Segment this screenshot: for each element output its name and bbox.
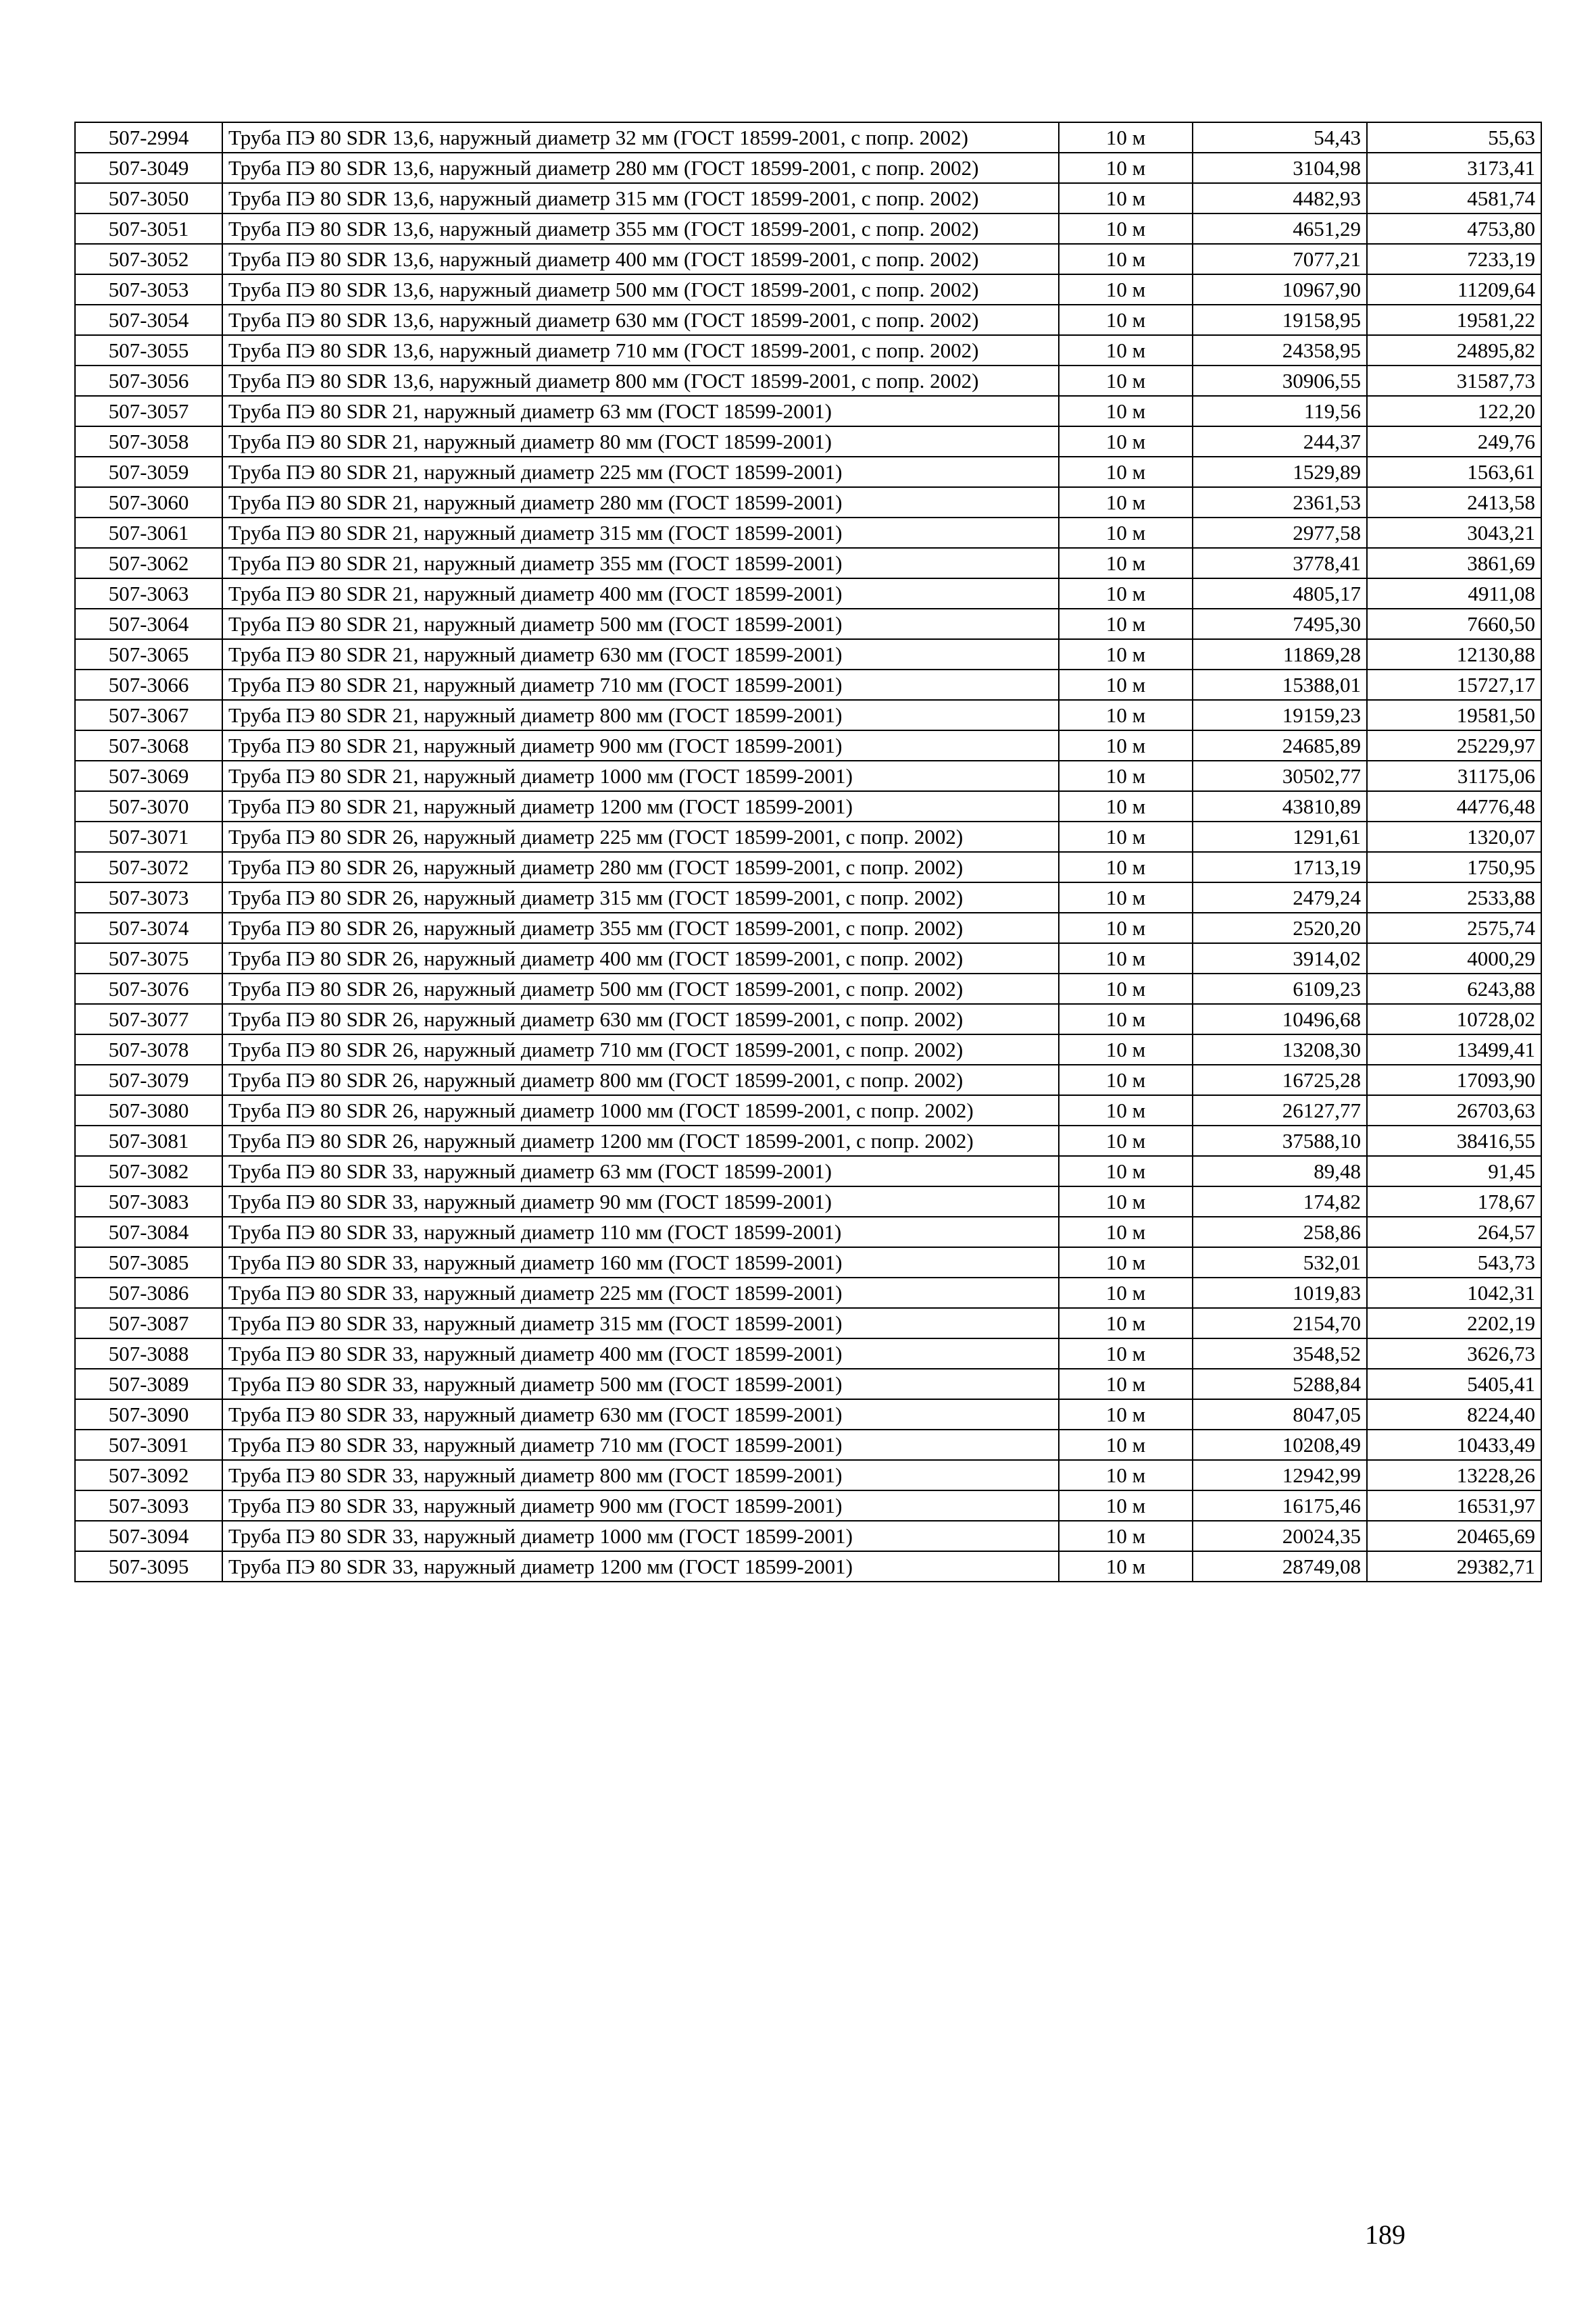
item-code-cell: 507-3065: [75, 639, 222, 670]
unit-cell: 10 м: [1059, 305, 1193, 335]
price-cell-2: 2413,58: [1367, 487, 1541, 518]
table-row: [75, 1278, 1541, 1308]
item-name-cell: Труба ПЭ 80 SDR 21, наружный диаметр 1000 мм (ГОСТ 18599-2001): [222, 761, 1059, 791]
table-row: [75, 1034, 1541, 1065]
table-row: [75, 1004, 1541, 1034]
item-code-cell: 507-3062: [75, 548, 222, 578]
price-cell-2: 10728,02: [1367, 1004, 1541, 1034]
price-cell-2: 178,67: [1367, 1186, 1541, 1217]
table-row: [75, 183, 1541, 213]
unit-cell: 10 м: [1059, 1247, 1193, 1278]
table-row: [75, 396, 1541, 426]
item-code-cell: 507-3088: [75, 1338, 222, 1369]
price-cell-1: 6109,23: [1193, 974, 1367, 1004]
price-cell-2: 1750,95: [1367, 852, 1541, 882]
unit-cell: 10 м: [1059, 943, 1193, 974]
item-name-cell: Труба ПЭ 80 SDR 13,6, наружный диаметр 500 мм (ГОСТ 18599-2001, с попр. 2002): [222, 274, 1059, 305]
item-name-cell: Труба ПЭ 80 SDR 33, наружный диаметр 160 мм (ГОСТ 18599-2001): [222, 1247, 1059, 1278]
item-name-cell: Труба ПЭ 80 SDR 33, наружный диаметр 630 мм (ГОСТ 18599-2001): [222, 1399, 1059, 1430]
price-cell-1: 4482,93: [1193, 183, 1367, 213]
item-code-cell: 507-3063: [75, 578, 222, 609]
item-name-cell: Труба ПЭ 80 SDR 26, наружный диаметр 225 мм (ГОСТ 18599-2001, с попр. 2002): [222, 822, 1059, 852]
table-row: [75, 791, 1541, 822]
price-cell-2: 91,45: [1367, 1156, 1541, 1186]
item-name-cell: Труба ПЭ 80 SDR 21, наружный диаметр 63 мм (ГОСТ 18599-2001): [222, 396, 1059, 426]
table-row: [75, 943, 1541, 974]
unit-cell: 10 м: [1059, 578, 1193, 609]
price-cell-1: 119,56: [1193, 396, 1367, 426]
table-row: [75, 730, 1541, 761]
table-row: [75, 1430, 1541, 1460]
item-code-cell: 507-3080: [75, 1095, 222, 1126]
table-row: [75, 426, 1541, 457]
table-row: [75, 213, 1541, 244]
table-row: [75, 639, 1541, 670]
item-name-cell: Труба ПЭ 80 SDR 33, наружный диаметр 90 мм (ГОСТ 18599-2001): [222, 1186, 1059, 1217]
item-code-cell: 507-3095: [75, 1551, 222, 1582]
price-cell-2: 3043,21: [1367, 518, 1541, 548]
unit-cell: 10 м: [1059, 274, 1193, 305]
item-code-cell: 507-3093: [75, 1490, 222, 1521]
item-name-cell: Труба ПЭ 80 SDR 26, наружный диаметр 800 мм (ГОСТ 18599-2001, с попр. 2002): [222, 1065, 1059, 1095]
price-cell-1: 2361,53: [1193, 487, 1367, 518]
item-name-cell: Труба ПЭ 80 SDR 21, наружный диаметр 315 мм (ГОСТ 18599-2001): [222, 518, 1059, 548]
unit-cell: 10 м: [1059, 426, 1193, 457]
price-cell-1: 10496,68: [1193, 1004, 1367, 1034]
table-row: [75, 1399, 1541, 1430]
price-cell-2: 4753,80: [1367, 213, 1541, 244]
price-cell-2: 25229,97: [1367, 730, 1541, 761]
item-name-cell: Труба ПЭ 80 SDR 21, наружный диаметр 1200 мм (ГОСТ 18599-2001): [222, 791, 1059, 822]
item-name-cell: Труба ПЭ 80 SDR 13,6, наружный диаметр 315 мм (ГОСТ 18599-2001, с попр. 2002): [222, 183, 1059, 213]
page-number: 189: [1365, 2219, 1405, 2250]
table-row: [75, 305, 1541, 335]
item-name-cell: Труба ПЭ 80 SDR 21, наружный диаметр 400 мм (ГОСТ 18599-2001): [222, 578, 1059, 609]
table-row: [75, 974, 1541, 1004]
item-name-cell: Труба ПЭ 80 SDR 33, наружный диаметр 315 мм (ГОСТ 18599-2001): [222, 1308, 1059, 1338]
table-row: [75, 882, 1541, 913]
price-cell-2: 7233,19: [1367, 244, 1541, 274]
table-row: [75, 1217, 1541, 1247]
item-code-cell: 507-3056: [75, 366, 222, 396]
table-row: [75, 1369, 1541, 1399]
price-cell-2: 249,76: [1367, 426, 1541, 457]
item-name-cell: Труба ПЭ 80 SDR 33, наружный диаметр 225 мм (ГОСТ 18599-2001): [222, 1278, 1059, 1308]
price-cell-1: 1713,19: [1193, 852, 1367, 882]
item-code-cell: 507-3068: [75, 730, 222, 761]
price-cell-1: 28749,08: [1193, 1551, 1367, 1582]
price-cell-1: 5288,84: [1193, 1369, 1367, 1399]
item-name-cell: Труба ПЭ 80 SDR 33, наружный диаметр 400 мм (ГОСТ 18599-2001): [222, 1338, 1059, 1369]
item-name-cell: Труба ПЭ 80 SDR 26, наружный диаметр 500 мм (ГОСТ 18599-2001, с попр. 2002): [222, 974, 1059, 1004]
item-code-cell: 507-3075: [75, 943, 222, 974]
unit-cell: 10 м: [1059, 761, 1193, 791]
price-cell-2: 38416,55: [1367, 1126, 1541, 1156]
item-code-cell: 507-3069: [75, 761, 222, 791]
table-row: [75, 1521, 1541, 1551]
table-row: [75, 548, 1541, 578]
unit-cell: 10 м: [1059, 183, 1193, 213]
price-cell-1: 24685,89: [1193, 730, 1367, 761]
price-cell-1: 2977,58: [1193, 518, 1367, 548]
price-cell-1: 258,86: [1193, 1217, 1367, 1247]
unit-cell: 10 м: [1059, 974, 1193, 1004]
table-row: [75, 1460, 1541, 1490]
unit-cell: 10 м: [1059, 1521, 1193, 1551]
unit-cell: 10 м: [1059, 153, 1193, 183]
item-code-cell: 507-3051: [75, 213, 222, 244]
price-cell-2: 17093,90: [1367, 1065, 1541, 1095]
table-row: [75, 457, 1541, 487]
table-row: [75, 1065, 1541, 1095]
price-cell-1: 7495,30: [1193, 609, 1367, 639]
price-cell-2: 16531,97: [1367, 1490, 1541, 1521]
price-cell-2: 2202,19: [1367, 1308, 1541, 1338]
item-code-cell: 507-3077: [75, 1004, 222, 1034]
price-cell-1: 13208,30: [1193, 1034, 1367, 1065]
unit-cell: 10 м: [1059, 1430, 1193, 1460]
unit-cell: 10 м: [1059, 366, 1193, 396]
table-row: [75, 1095, 1541, 1126]
item-name-cell: Труба ПЭ 80 SDR 21, наружный диаметр 500 мм (ГОСТ 18599-2001): [222, 609, 1059, 639]
price-cell-1: 2154,70: [1193, 1308, 1367, 1338]
unit-cell: 10 м: [1059, 1308, 1193, 1338]
price-cell-2: 3626,73: [1367, 1338, 1541, 1369]
table-row: [75, 274, 1541, 305]
item-name-cell: Труба ПЭ 80 SDR 33, наружный диаметр 110 мм (ГОСТ 18599-2001): [222, 1217, 1059, 1247]
item-name-cell: Труба ПЭ 80 SDR 13,6, наружный диаметр 400 мм (ГОСТ 18599-2001, с попр. 2002): [222, 244, 1059, 274]
table-row: [75, 487, 1541, 518]
item-code-cell: 507-3081: [75, 1126, 222, 1156]
price-cell-2: 44776,48: [1367, 791, 1541, 822]
unit-cell: 10 м: [1059, 122, 1193, 153]
item-name-cell: Труба ПЭ 80 SDR 21, наружный диаметр 710 мм (ГОСТ 18599-2001): [222, 670, 1059, 700]
price-cell-1: 54,43: [1193, 122, 1367, 153]
unit-cell: 10 м: [1059, 548, 1193, 578]
item-name-cell: Труба ПЭ 80 SDR 21, наружный диаметр 355 мм (ГОСТ 18599-2001): [222, 548, 1059, 578]
item-code-cell: 507-3050: [75, 183, 222, 213]
item-name-cell: Труба ПЭ 80 SDR 26, наружный диаметр 315 мм (ГОСТ 18599-2001, с попр. 2002): [222, 882, 1059, 913]
unit-cell: 10 м: [1059, 396, 1193, 426]
table-row: [75, 335, 1541, 366]
table-row: [75, 609, 1541, 639]
price-cell-1: 3914,02: [1193, 943, 1367, 974]
unit-cell: 10 м: [1059, 1278, 1193, 1308]
item-name-cell: Труба ПЭ 80 SDR 33, наружный диаметр 800 мм (ГОСТ 18599-2001): [222, 1460, 1059, 1490]
price-cell-2: 1563,61: [1367, 457, 1541, 487]
price-cell-1: 30906,55: [1193, 366, 1367, 396]
price-cell-2: 5405,41: [1367, 1369, 1541, 1399]
item-name-cell: Труба ПЭ 80 SDR 21, наружный диаметр 80 мм (ГОСТ 18599-2001): [222, 426, 1059, 457]
item-code-cell: 507-3092: [75, 1460, 222, 1490]
price-cell-1: 30502,77: [1193, 761, 1367, 791]
item-code-cell: 507-3060: [75, 487, 222, 518]
item-code-cell: 507-3070: [75, 791, 222, 822]
table-row: [75, 670, 1541, 700]
price-cell-1: 3778,41: [1193, 548, 1367, 578]
price-cell-1: 1291,61: [1193, 822, 1367, 852]
table-row: [75, 153, 1541, 183]
item-name-cell: Труба ПЭ 80 SDR 33, наружный диаметр 710 мм (ГОСТ 18599-2001): [222, 1430, 1059, 1460]
price-cell-1: 15388,01: [1193, 670, 1367, 700]
price-cell-2: 3173,41: [1367, 153, 1541, 183]
item-code-cell: 507-3082: [75, 1156, 222, 1186]
price-cell-1: 26127,77: [1193, 1095, 1367, 1126]
item-code-cell: 507-3052: [75, 244, 222, 274]
unit-cell: 10 м: [1059, 852, 1193, 882]
table-row: [75, 1156, 1541, 1186]
price-cell-1: 174,82: [1193, 1186, 1367, 1217]
item-name-cell: Труба ПЭ 80 SDR 33, наружный диаметр 63 мм (ГОСТ 18599-2001): [222, 1156, 1059, 1186]
table-row: [75, 913, 1541, 943]
item-code-cell: 507-3049: [75, 153, 222, 183]
table-row: [75, 1247, 1541, 1278]
unit-cell: 10 м: [1059, 1369, 1193, 1399]
item-name-cell: Труба ПЭ 80 SDR 33, наружный диаметр 500 мм (ГОСТ 18599-2001): [222, 1369, 1059, 1399]
price-cell-1: 11869,28: [1193, 639, 1367, 670]
item-code-cell: 507-3067: [75, 700, 222, 730]
table-row: [75, 700, 1541, 730]
price-cell-2: 8224,40: [1367, 1399, 1541, 1430]
price-cell-2: 24895,82: [1367, 335, 1541, 366]
price-cell-2: 122,20: [1367, 396, 1541, 426]
unit-cell: 10 м: [1059, 1551, 1193, 1582]
price-cell-2: 13499,41: [1367, 1034, 1541, 1065]
item-code-cell: 507-3085: [75, 1247, 222, 1278]
item-code-cell: 507-3054: [75, 305, 222, 335]
price-cell-1: 4805,17: [1193, 578, 1367, 609]
price-cell-2: 1042,31: [1367, 1278, 1541, 1308]
price-cell-1: 3104,98: [1193, 153, 1367, 183]
item-code-cell: 507-3061: [75, 518, 222, 548]
table-row: [75, 122, 1541, 153]
price-cell-1: 244,37: [1193, 426, 1367, 457]
price-cell-2: 31587,73: [1367, 366, 1541, 396]
item-name-cell: Труба ПЭ 80 SDR 26, наружный диаметр 1000 мм (ГОСТ 18599-2001, с попр. 2002): [222, 1095, 1059, 1126]
table-row: [75, 1126, 1541, 1156]
price-cell-2: 7660,50: [1367, 609, 1541, 639]
item-name-cell: Труба ПЭ 80 SDR 26, наружный диаметр 280 мм (ГОСТ 18599-2001, с попр. 2002): [222, 852, 1059, 882]
item-name-cell: Труба ПЭ 80 SDR 26, наружный диаметр 400 мм (ГОСТ 18599-2001, с попр. 2002): [222, 943, 1059, 974]
price-cell-1: 16725,28: [1193, 1065, 1367, 1095]
item-name-cell: Труба ПЭ 80 SDR 13,6, наружный диаметр 630 мм (ГОСТ 18599-2001, с попр. 2002): [222, 305, 1059, 335]
item-code-cell: 507-3053: [75, 274, 222, 305]
price-cell-2: 11209,64: [1367, 274, 1541, 305]
unit-cell: 10 м: [1059, 791, 1193, 822]
item-name-cell: Труба ПЭ 80 SDR 33, наружный диаметр 900 мм (ГОСТ 18599-2001): [222, 1490, 1059, 1521]
price-cell-1: 4651,29: [1193, 213, 1367, 244]
price-cell-2: 4000,29: [1367, 943, 1541, 974]
price-cell-2: 543,73: [1367, 1247, 1541, 1278]
price-cell-2: 2533,88: [1367, 882, 1541, 913]
table-row: [75, 244, 1541, 274]
price-cell-2: 26703,63: [1367, 1095, 1541, 1126]
item-code-cell: 507-3073: [75, 882, 222, 913]
item-code-cell: 507-3074: [75, 913, 222, 943]
price-cell-1: 19159,23: [1193, 700, 1367, 730]
item-code-cell: 507-3087: [75, 1308, 222, 1338]
item-code-cell: 507-3058: [75, 426, 222, 457]
item-name-cell: Труба ПЭ 80 SDR 13,6, наружный диаметр 355 мм (ГОСТ 18599-2001, с попр. 2002): [222, 213, 1059, 244]
item-name-cell: Труба ПЭ 80 SDR 21, наружный диаметр 280 мм (ГОСТ 18599-2001): [222, 487, 1059, 518]
unit-cell: 10 м: [1059, 822, 1193, 852]
unit-cell: 10 м: [1059, 639, 1193, 670]
item-code-cell: 507-2994: [75, 122, 222, 153]
price-cell-2: 19581,50: [1367, 700, 1541, 730]
item-code-cell: 507-3057: [75, 396, 222, 426]
price-cell-2: 31175,06: [1367, 761, 1541, 791]
unit-cell: 10 м: [1059, 1034, 1193, 1065]
item-name-cell: Труба ПЭ 80 SDR 13,6, наружный диаметр 280 мм (ГОСТ 18599-2001, с попр. 2002): [222, 153, 1059, 183]
unit-cell: 10 м: [1059, 1065, 1193, 1095]
price-cell-2: 3861,69: [1367, 548, 1541, 578]
table-row: [75, 1308, 1541, 1338]
unit-cell: 10 м: [1059, 670, 1193, 700]
table-row: [75, 1551, 1541, 1582]
price-cell-2: 20465,69: [1367, 1521, 1541, 1551]
unit-cell: 10 м: [1059, 1460, 1193, 1490]
unit-cell: 10 м: [1059, 1338, 1193, 1369]
price-cell-1: 2520,20: [1193, 913, 1367, 943]
item-name-cell: Труба ПЭ 80 SDR 21, наружный диаметр 630 мм (ГОСТ 18599-2001): [222, 639, 1059, 670]
price-cell-2: 1320,07: [1367, 822, 1541, 852]
price-cell-1: 24358,95: [1193, 335, 1367, 366]
item-name-cell: Труба ПЭ 80 SDR 13,6, наружный диаметр 32 мм (ГОСТ 18599-2001, с попр. 2002): [222, 122, 1059, 153]
price-cell-2: 15727,17: [1367, 670, 1541, 700]
item-code-cell: 507-3086: [75, 1278, 222, 1308]
item-name-cell: Труба ПЭ 80 SDR 33, наружный диаметр 1200 мм (ГОСТ 18599-2001): [222, 1551, 1059, 1582]
price-cell-2: 4581,74: [1367, 183, 1541, 213]
item-code-cell: 507-3078: [75, 1034, 222, 1065]
item-name-cell: Труба ПЭ 80 SDR 21, наружный диаметр 225 мм (ГОСТ 18599-2001): [222, 457, 1059, 487]
price-cell-2: 19581,22: [1367, 305, 1541, 335]
item-code-cell: 507-3072: [75, 852, 222, 882]
table-row: [75, 1186, 1541, 1217]
item-name-cell: Труба ПЭ 80 SDR 26, наружный диаметр 630 мм (ГОСТ 18599-2001, с попр. 2002): [222, 1004, 1059, 1034]
price-cell-1: 20024,35: [1193, 1521, 1367, 1551]
table-row: [75, 1490, 1541, 1521]
price-cell-1: 1019,83: [1193, 1278, 1367, 1308]
unit-cell: 10 м: [1059, 335, 1193, 366]
item-name-cell: Труба ПЭ 80 SDR 26, наружный диаметр 710 мм (ГОСТ 18599-2001, с попр. 2002): [222, 1034, 1059, 1065]
price-cell-1: 12942,99: [1193, 1460, 1367, 1490]
price-cell-1: 10967,90: [1193, 274, 1367, 305]
item-code-cell: 507-3066: [75, 670, 222, 700]
table-row: [75, 1338, 1541, 1369]
item-name-cell: Труба ПЭ 80 SDR 21, наружный диаметр 800 мм (ГОСТ 18599-2001): [222, 700, 1059, 730]
item-name-cell: Труба ПЭ 80 SDR 21, наружный диаметр 900 мм (ГОСТ 18599-2001): [222, 730, 1059, 761]
price-cell-2: 2575,74: [1367, 913, 1541, 943]
price-cell-2: 12130,88: [1367, 639, 1541, 670]
price-cell-1: 89,48: [1193, 1156, 1367, 1186]
item-name-cell: Труба ПЭ 80 SDR 13,6, наружный диаметр 800 мм (ГОСТ 18599-2001, с попр. 2002): [222, 366, 1059, 396]
price-cell-1: 1529,89: [1193, 457, 1367, 487]
unit-cell: 10 м: [1059, 487, 1193, 518]
unit-cell: 10 м: [1059, 244, 1193, 274]
price-cell-1: 43810,89: [1193, 791, 1367, 822]
unit-cell: 10 м: [1059, 1490, 1193, 1521]
price-cell-2: 29382,71: [1367, 1551, 1541, 1582]
unit-cell: 10 м: [1059, 518, 1193, 548]
unit-cell: 10 м: [1059, 457, 1193, 487]
price-cell-1: 7077,21: [1193, 244, 1367, 274]
price-cell-1: 8047,05: [1193, 1399, 1367, 1430]
table-row: [75, 761, 1541, 791]
price-cell-1: 2479,24: [1193, 882, 1367, 913]
unit-cell: 10 м: [1059, 700, 1193, 730]
price-cell-2: 4911,08: [1367, 578, 1541, 609]
price-table-body: [75, 122, 1541, 1582]
unit-cell: 10 м: [1059, 1126, 1193, 1156]
price-cell-1: 3548,52: [1193, 1338, 1367, 1369]
unit-cell: 10 м: [1059, 1217, 1193, 1247]
price-cell-1: 16175,46: [1193, 1490, 1367, 1521]
item-name-cell: Труба ПЭ 80 SDR 26, наружный диаметр 1200 мм (ГОСТ 18599-2001, с попр. 2002): [222, 1126, 1059, 1156]
price-cell-1: 37588,10: [1193, 1126, 1367, 1156]
unit-cell: 10 м: [1059, 1399, 1193, 1430]
unit-cell: 10 м: [1059, 1004, 1193, 1034]
table-row: [75, 822, 1541, 852]
price-cell-1: 19158,95: [1193, 305, 1367, 335]
item-code-cell: 507-3090: [75, 1399, 222, 1430]
item-code-cell: 507-3083: [75, 1186, 222, 1217]
item-code-cell: 507-3094: [75, 1521, 222, 1551]
table-row: [75, 518, 1541, 548]
item-code-cell: 507-3079: [75, 1065, 222, 1095]
item-code-cell: 507-3071: [75, 822, 222, 852]
item-code-cell: 507-3055: [75, 335, 222, 366]
item-code-cell: 507-3064: [75, 609, 222, 639]
item-name-cell: Труба ПЭ 80 SDR 13,6, наружный диаметр 710 мм (ГОСТ 18599-2001, с попр. 2002): [222, 335, 1059, 366]
item-name-cell: Труба ПЭ 80 SDR 26, наружный диаметр 355 мм (ГОСТ 18599-2001, с попр. 2002): [222, 913, 1059, 943]
unit-cell: 10 м: [1059, 1156, 1193, 1186]
table-row: [75, 578, 1541, 609]
unit-cell: 10 м: [1059, 1095, 1193, 1126]
item-code-cell: 507-3091: [75, 1430, 222, 1460]
item-code-cell: 507-3076: [75, 974, 222, 1004]
item-code-cell: 507-3084: [75, 1217, 222, 1247]
price-cell-2: 6243,88: [1367, 974, 1541, 1004]
price-cell-2: 13228,26: [1367, 1460, 1541, 1490]
item-code-cell: 507-3089: [75, 1369, 222, 1399]
unit-cell: 10 м: [1059, 913, 1193, 943]
price-table: [74, 122, 1542, 1582]
price-cell-1: 532,01: [1193, 1247, 1367, 1278]
unit-cell: 10 м: [1059, 882, 1193, 913]
price-cell-2: 10433,49: [1367, 1430, 1541, 1460]
unit-cell: 10 м: [1059, 609, 1193, 639]
price-cell-1: 10208,49: [1193, 1430, 1367, 1460]
unit-cell: 10 м: [1059, 213, 1193, 244]
table-row: [75, 852, 1541, 882]
price-cell-2: 55,63: [1367, 122, 1541, 153]
item-name-cell: Труба ПЭ 80 SDR 33, наружный диаметр 1000 мм (ГОСТ 18599-2001): [222, 1521, 1059, 1551]
unit-cell: 10 м: [1059, 1186, 1193, 1217]
item-code-cell: 507-3059: [75, 457, 222, 487]
table-row: [75, 366, 1541, 396]
price-cell-2: 264,57: [1367, 1217, 1541, 1247]
unit-cell: 10 м: [1059, 730, 1193, 761]
